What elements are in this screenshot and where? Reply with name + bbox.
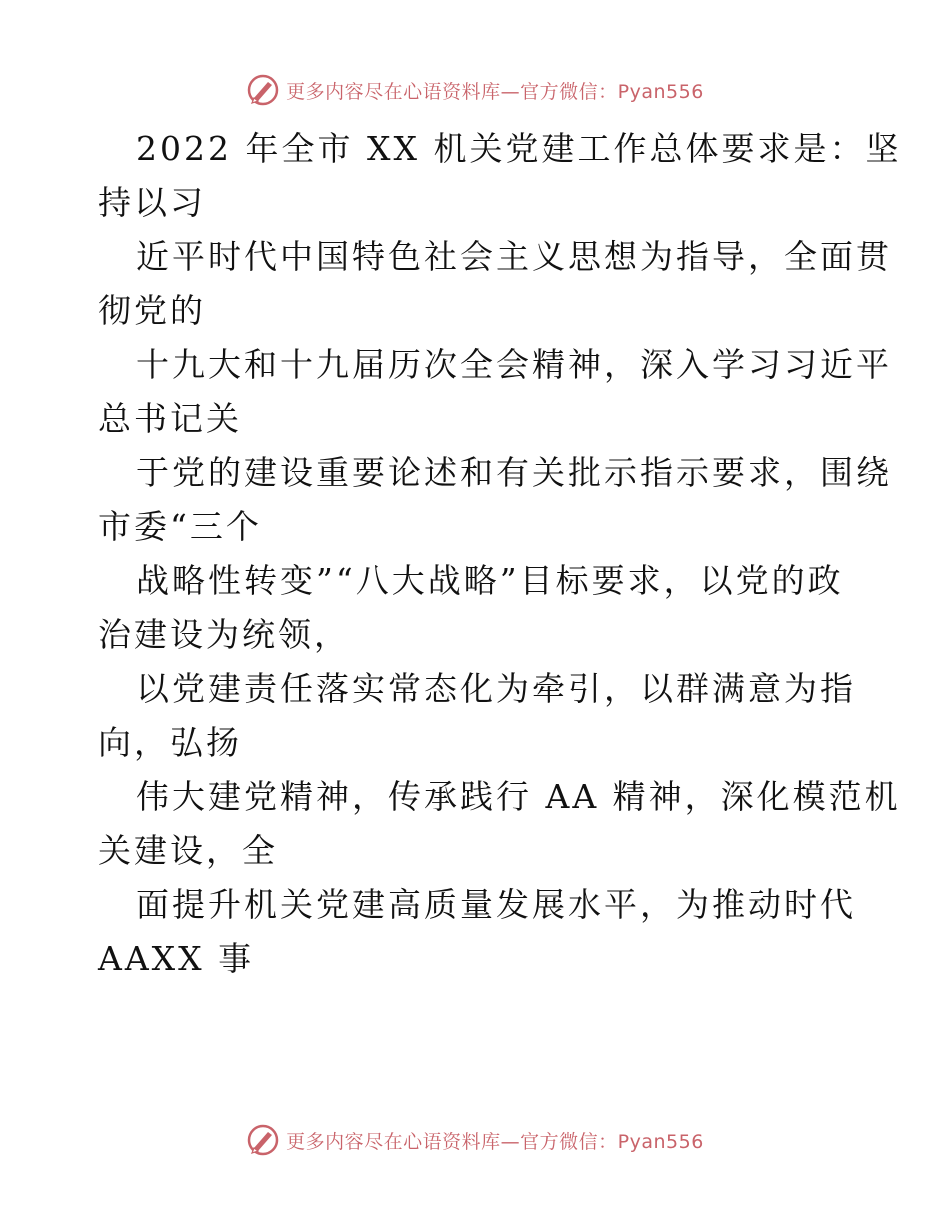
footer-watermark <box>0 1120 950 1160</box>
paragraph-line: 治建设为统领， <box>98 615 350 654</box>
paragraph-line: 向，弘扬 <box>98 723 242 762</box>
paragraph-line: 持以习 <box>98 183 206 222</box>
pen-logo-icon <box>246 73 280 107</box>
paragraph-line: 2022 年全市 XX 机关党建工作总体要求是：坚 <box>136 129 902 168</box>
document-body <box>98 122 902 986</box>
paragraph-line: 以党建责任落实常态化为牵引，以群满意为指 <box>136 669 856 708</box>
paragraph-line: 于党的建设重要论述和有关批示指示要求，围绕 <box>136 453 892 492</box>
header-watermark <box>0 70 950 110</box>
paragraph-line: 关建设，全 <box>98 831 278 870</box>
paragraph-line: 彻党的 <box>98 291 206 330</box>
pen-logo-icon <box>246 1123 280 1157</box>
watermark-text: 更多内容尽在心语资料库—官方微信：Pyan556 <box>286 1130 704 1153</box>
watermark-text: 更多内容尽在心语资料库—官方微信：Pyan556 <box>286 80 704 103</box>
paragraph-line: 十九大和十九届历次全会精神，深入学习习近平 <box>136 345 892 384</box>
paragraph-line: 伟大建党精神，传承践行 AA 精神，深化模范机 <box>136 777 901 816</box>
paragraph-line: 面提升机关党建高质量发展水平，为推动时代 <box>136 885 856 924</box>
paragraph-line: AAXX 事 <box>98 939 255 978</box>
paragraph-line: 近平时代中国特色社会主义思想为指导，全面贯 <box>136 237 892 276</box>
paragraph-line: 总书记关 <box>98 399 242 438</box>
paragraph-line: 市委“三个 <box>98 507 262 546</box>
paragraph-line: 战略性转变”“八大战略”目标要求，以党的政 <box>136 561 844 600</box>
